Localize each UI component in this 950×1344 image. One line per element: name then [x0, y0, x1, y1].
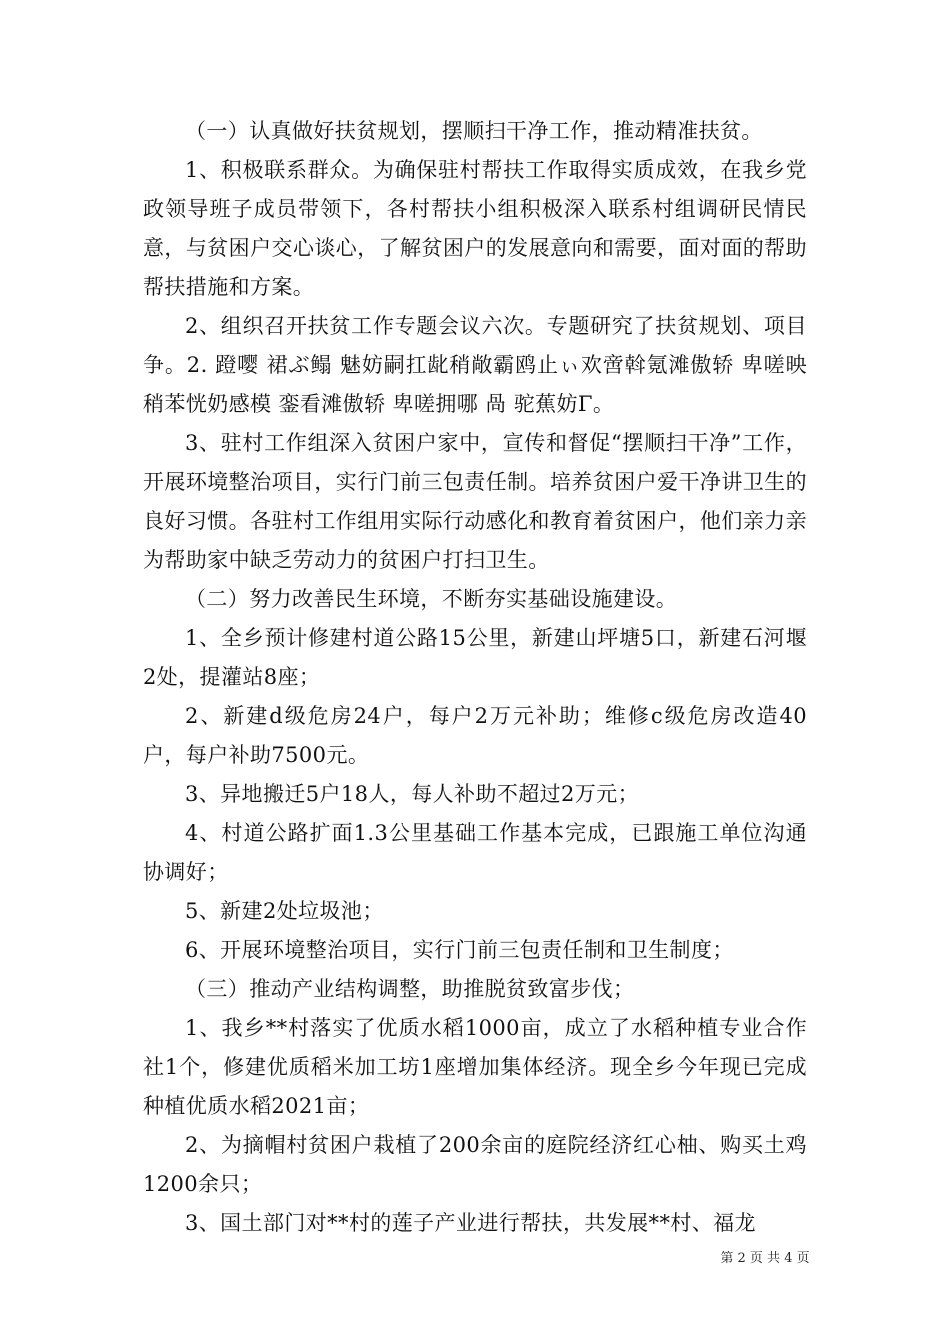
page-number: 第 2 页 共 4 页 — [720, 1251, 810, 1266]
paragraph: 1、我乡**村落实了优质水稻1000亩，成立了水稻种植专业合作社1个，修建优质稻米加工坊1座增加集体经济。现全乡今年现已完成种植优质水稻2021亩； — [143, 1016, 807, 1118]
paragraph: 2、为摘帽村贫困户栽植了200余亩的庭院经济红心柚、购买土鸡1200余只； — [143, 1133, 807, 1196]
paragraph: 6、开展环境整治项目，实行门前三包责任制和卫生制度； — [185, 938, 734, 962]
paragraph: 3、驻村工作组深入贫困户家中，宣传和督促“摆顺扫干净”工作，开展环境整治项目，实行门前三包责任制。培养贫困户爱干净讲卫生的良好习惯。各驻村工作组用实际行动感化和教育着贫困户，他们亲力亲为帮助家中缺乏劳动力的贫困户打扫卫生。 — [143, 431, 807, 572]
section-heading-3: （三）推动产业结构调整，助推脱贫致富步伐； — [185, 977, 635, 1001]
section-heading-2: （二）努力改善民生环境，不断夯实基础设施建设。 — [185, 587, 678, 611]
document-body — [143, 112, 807, 1243]
paragraph: 3、国土部门对**村的莲子产业进行帮扶，共发展**村、福龙 — [185, 1211, 756, 1235]
paragraph: 1、积极联系群众。为确保驻村帮扶工作取得实质成效，在我乡党政领导班子成员带领下，各村帮扶小组积极深入联系村组调研民情民意，与贫困户交心谈心，了解贫困户的发展意向和需要，面对面的帮助帮扶措施和方案。 — [143, 158, 807, 299]
paragraph: 1、全乡预计修建村道公路15公里，新建山坪塘5口，新建石河堰2处，提灌站8座； — [143, 626, 807, 689]
section-heading-1: （一）认真做好扶贫规划，摆顺扫干净工作，推动精准扶贫。 — [185, 119, 763, 143]
paragraph: 5、新建2处垃圾池； — [185, 899, 384, 923]
paragraph: 3、异地搬迁5户18人，每人补助不超过2万元； — [185, 782, 640, 806]
paragraph: 2、新建d级危房24户，每户2万元补助；维修c级危房改造40户，每户补助7500元。 — [143, 704, 807, 767]
paragraph: 4、村道公路扩面1.3公里基础工作基本完成，已跟施工单位沟通协调好； — [143, 821, 807, 884]
paragraph: 2、组织召开扶贫工作专题会议六次。专题研究了扶贫规划、项目争。2. 蹬嘤 裙ぶ鳎 魅妨嗣扛龀稍敞霸鸥止ぃ欢啻斡氪滩傲轿 卑嗟映稍苯恍奶感模 銮看滩傲轿 卑嗟拥哪 咼 驼蕉妨Γ。 — [143, 314, 807, 416]
page-footer — [0, 1247, 950, 1266]
